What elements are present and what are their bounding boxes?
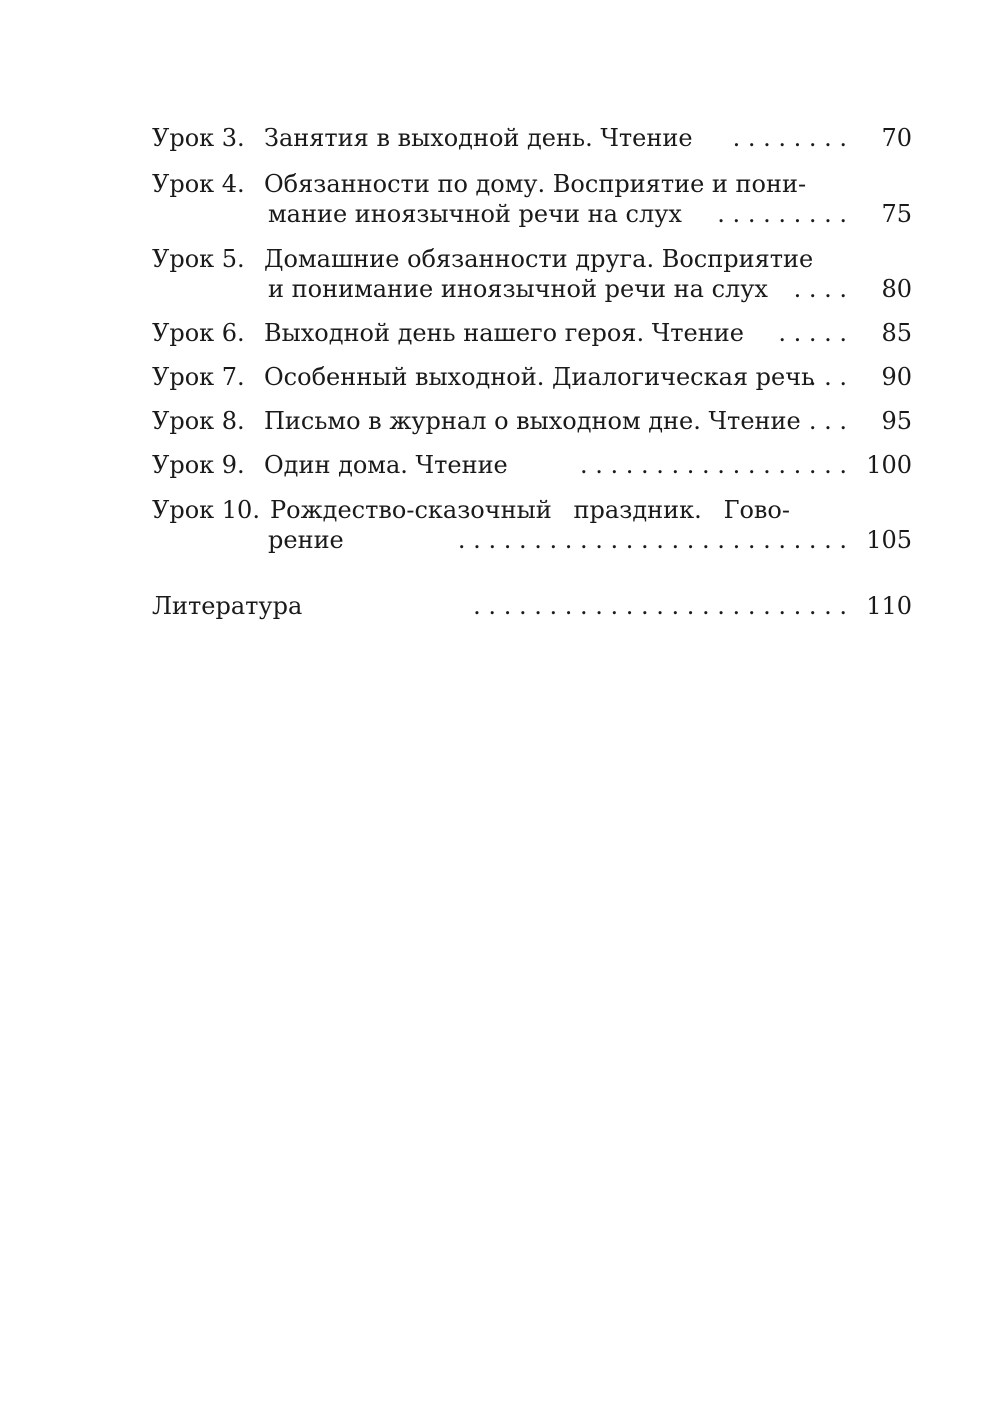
leader-dots: . . . . . . . . . . . . . . . . . . . . . . . . . . — [457, 526, 847, 554]
lesson-label: Урок 3. — [152, 124, 245, 152]
page-number: 85 — [881, 319, 912, 347]
leader-dots: . . . — [808, 407, 847, 435]
literature-label: Литература — [152, 592, 303, 620]
lesson-label: Урок 6. — [152, 319, 245, 347]
page-number: 110 — [866, 592, 912, 620]
lesson-title: Рождество-сказочный праздник. Гово- — [270, 496, 790, 524]
page-number: 70 — [881, 124, 912, 152]
lesson-title: Занятия в выходной день. Чтение — [264, 124, 693, 152]
lesson-label: Урок 8. — [152, 407, 245, 435]
lesson-title-continued: мание иноязычной речи на слух — [268, 200, 682, 228]
lesson-title: Письмо в журнал о выходном дне. Чтение — [264, 407, 801, 435]
toc-entry-lesson-8[interactable] — [152, 404, 912, 438]
page-number: 105 — [866, 526, 912, 554]
toc-entry-lesson-4-continued[interactable] — [152, 197, 912, 231]
toc-entry-lesson-5-continued[interactable] — [152, 272, 912, 306]
leader-dots: . . . . . . . . — [732, 124, 847, 152]
lesson-title: Особенный выходной. Диалогическая речь — [264, 363, 815, 391]
leader-dots: . . . . . — [778, 319, 847, 347]
page-number: 95 — [881, 407, 912, 435]
lesson-title: Один дома. Чтение — [264, 451, 508, 479]
lesson-label: Урок 7. — [152, 363, 245, 391]
page-number: 100 — [866, 451, 912, 479]
leader-dots: . . . . . . . . . — [717, 200, 847, 228]
toc-entry-lesson-9[interactable] — [152, 448, 912, 482]
lesson-label: Урок 5. — [152, 245, 245, 273]
leader-dots: . . . . . . . . . . . . . . . . . . — [579, 451, 847, 479]
lesson-title: Обязанности по дому. Восприятие и пони- — [264, 170, 807, 198]
lesson-label: Урок 4. — [152, 170, 245, 198]
lesson-title: Домашние обязанности друга. Восприятие — [264, 245, 814, 273]
lesson-title: Выходной день нашего героя. Чтение — [264, 319, 744, 347]
page-number: 75 — [881, 200, 912, 228]
toc-entry-lesson-5[interactable] — [152, 242, 912, 276]
leader-dots: . . . . — [793, 275, 847, 303]
leader-dots: . . . — [808, 363, 847, 391]
toc-entry-lesson-4[interactable] — [152, 167, 912, 201]
lesson-label: Урок 10. — [152, 496, 260, 524]
toc-entry-lesson-3[interactable] — [152, 121, 912, 155]
lesson-label: Урок 9. — [152, 451, 245, 479]
lesson-title-continued: рение — [268, 526, 344, 554]
toc-entry-lesson-7[interactable] — [152, 360, 912, 394]
page-number: 90 — [881, 363, 912, 391]
toc-entry-lesson-6[interactable] — [152, 316, 912, 350]
toc-entry-lesson-10-continued[interactable] — [152, 523, 912, 557]
leader-dots: . . . . . . . . . . . . . . . . . . . . . . . . . — [473, 592, 847, 620]
toc-entry-literature[interactable] — [152, 589, 912, 623]
lesson-title-continued: и понимание иноязычной речи на слух — [268, 275, 768, 303]
page-number: 80 — [881, 275, 912, 303]
toc-entry-lesson-10[interactable] — [152, 493, 912, 527]
